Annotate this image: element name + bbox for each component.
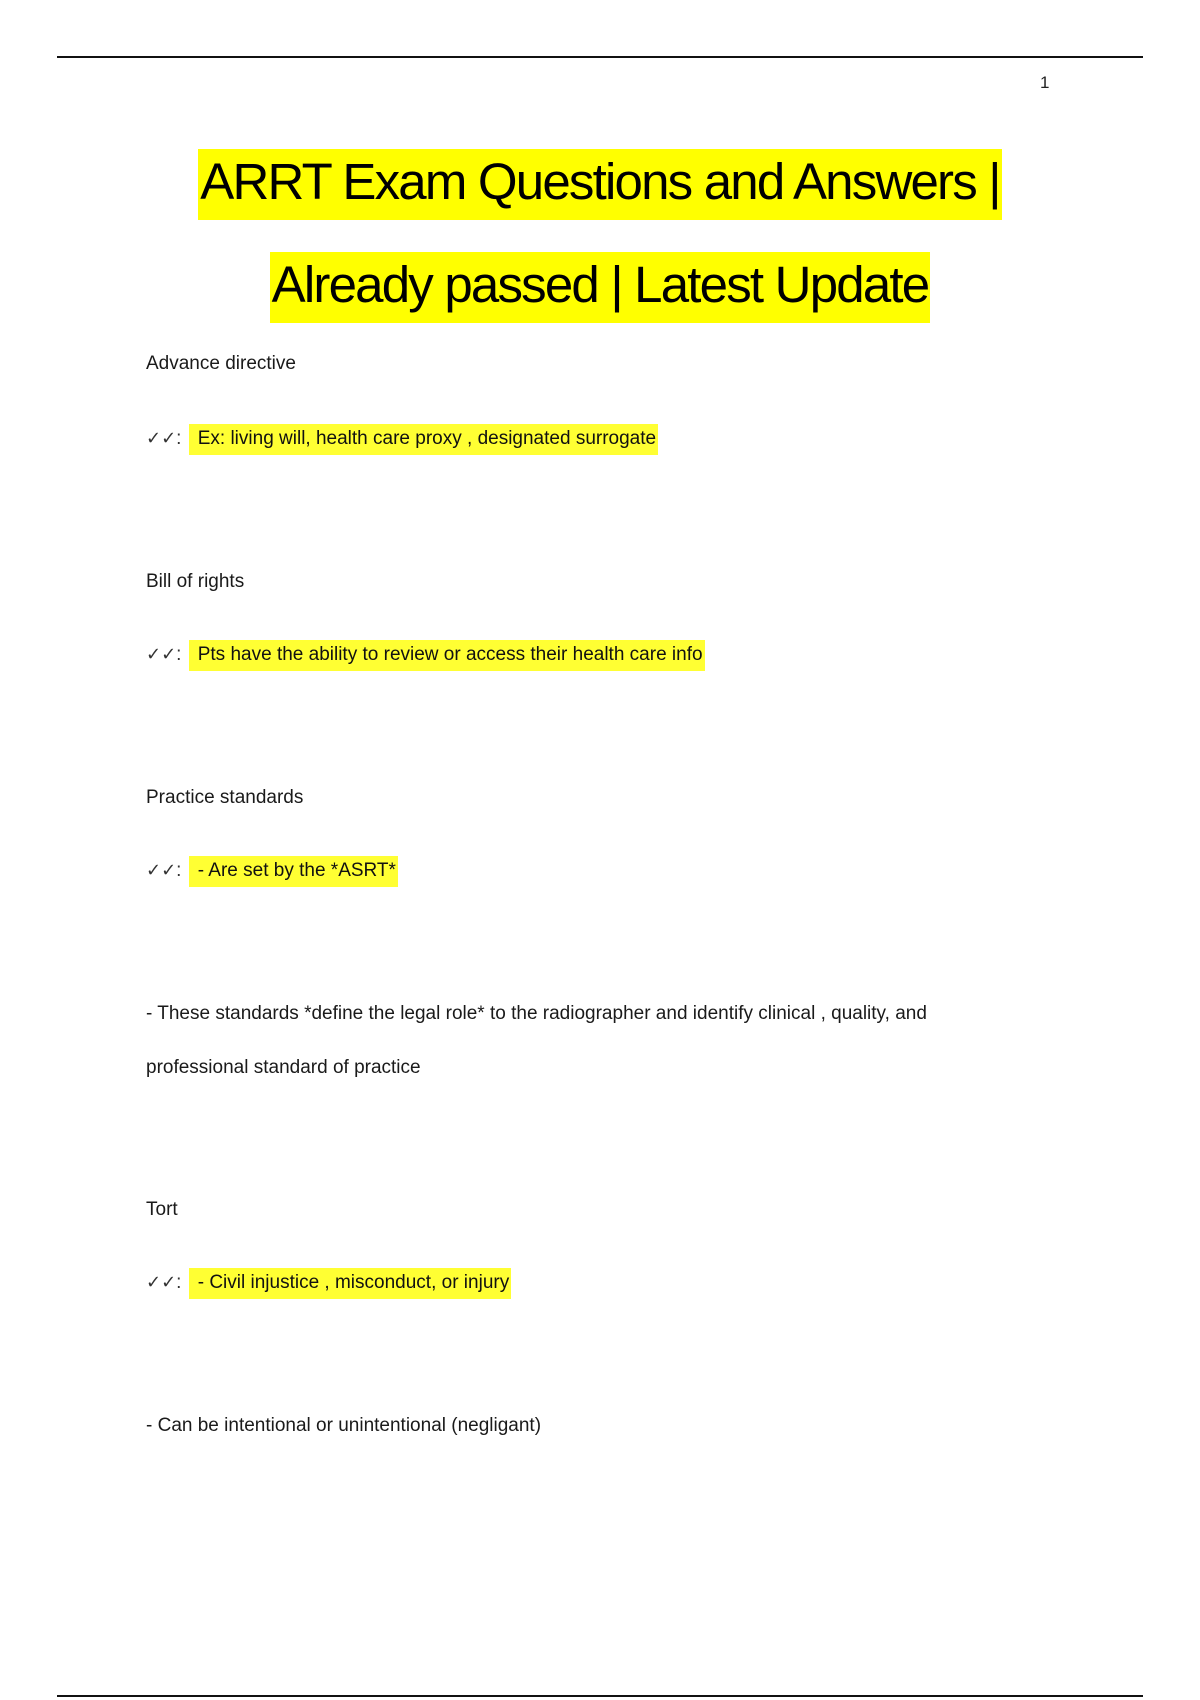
double-check-icon: ✓✓ xyxy=(146,860,177,880)
answer-separator: : xyxy=(176,428,182,449)
double-check-icon: ✓✓ xyxy=(146,428,177,448)
answer-text: - Civil injustice , misconduct, or injury xyxy=(189,1268,511,1299)
term-practice-standards: Practice standards xyxy=(146,787,304,808)
note-practice-standards-line-1: - These standards *define the legal role* to the radiographer and identify clinical , quality, and xyxy=(146,1003,927,1024)
answer-text: Ex: living will, health care proxy , designated surrogate xyxy=(189,424,658,455)
title-highlight-2: Already passed | Latest Update xyxy=(270,252,931,323)
term-advance-directive: Advance directive xyxy=(146,353,296,374)
term-bill-of-rights: Bill of rights xyxy=(146,571,245,592)
answer-tort xyxy=(146,1272,511,1294)
note-tort-line-1: - Can be intentional or unintentional (negligant) xyxy=(146,1415,542,1436)
answer-separator: : xyxy=(176,1272,182,1293)
header-rule xyxy=(57,56,1143,58)
answer-separator: : xyxy=(176,644,182,665)
double-check-icon: ✓✓ xyxy=(146,644,177,664)
double-check-icon: ✓✓ xyxy=(146,1272,177,1292)
footer-rule xyxy=(57,1695,1143,1697)
page-number: 1 xyxy=(1040,73,1050,92)
answer-practice-standards xyxy=(146,860,398,882)
answer-text: - Are set by the *ASRT* xyxy=(189,856,398,887)
answer-separator: : xyxy=(176,860,182,881)
title-highlight-1: ARRT Exam Questions and Answers | xyxy=(198,149,1002,220)
answer-text: Pts have the ability to review or access their health care info xyxy=(189,640,705,671)
document-title-line-2 xyxy=(0,255,1200,314)
document-title-line-1 xyxy=(0,152,1200,211)
answer-advance-directive xyxy=(146,428,658,450)
answer-bill-of-rights xyxy=(146,644,705,666)
note-practice-standards-line-2: professional standard of practice xyxy=(146,1057,421,1078)
term-tort: Tort xyxy=(146,1199,178,1220)
